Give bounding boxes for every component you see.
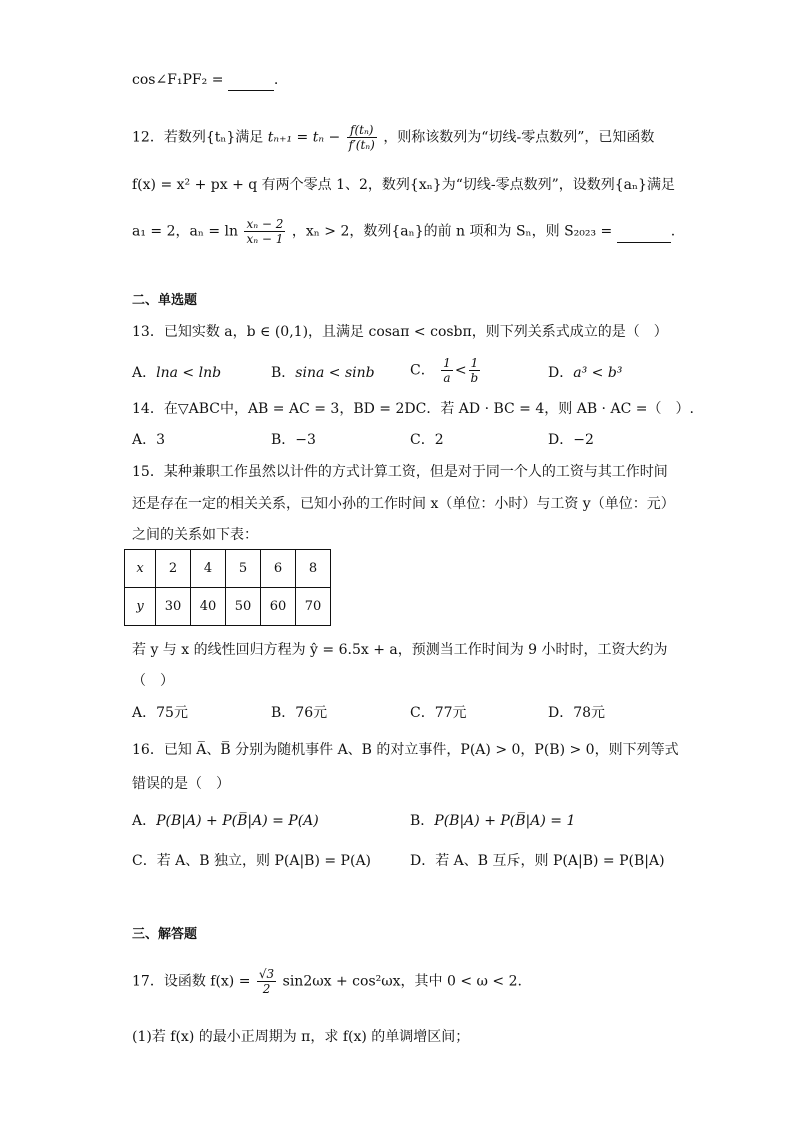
q17-part1: (1)若 f(x) 的最小正周期为 π，求 f(x) 的单调增区间；	[132, 1029, 470, 1045]
option-text: 3	[156, 432, 166, 448]
option-fraction-1	[441, 356, 453, 385]
frac-numerator: 1	[469, 356, 481, 371]
q15-line4: 若 y 与 x 的线性回归方程为 ŷ = 6.5x + a，预测当工作时间为 9 小时时，工资大约为	[132, 642, 668, 658]
frac-denominator: b	[470, 371, 479, 385]
q15-line5: （ ）	[132, 673, 174, 689]
table-cell: 6	[261, 550, 296, 588]
table-row	[125, 550, 331, 588]
q16-option-a	[132, 811, 319, 831]
q14-option-a	[132, 430, 165, 450]
q12-line3-a: a₁ = 2，aₙ = ln	[132, 223, 239, 240]
answer-blank	[228, 70, 274, 91]
table-cell: 40	[191, 588, 226, 626]
option-label: A．	[132, 432, 157, 448]
q12-line1	[132, 123, 654, 152]
option-text: −2	[573, 432, 594, 448]
option-text: 若 A、B 互斥，则 P(A|B) = P(B|A)	[435, 853, 665, 869]
q16-line1: 16．已知 A̅、B̅ 分别为随机事件 A、B 的对立事件，P(A) > 0，P(B) > 0，则下列等式	[132, 742, 679, 758]
q17-post: sin2ωx + cos²ωx，其中 0 < ω < 2.	[282, 973, 522, 990]
q12-line1-pre: 12．若数列{tₙ}满足	[132, 129, 264, 146]
q12-line1-post: ，则称该数列为“切线-零点数列”，已知函数	[383, 129, 655, 146]
q14-option-d	[548, 430, 594, 450]
option-text: P(B|A) + P(B̅|A) = 1	[434, 813, 576, 829]
table-cell: 4	[191, 550, 226, 588]
option-label: B．	[271, 432, 296, 448]
option-label: D．	[410, 853, 436, 869]
option-label: A．	[132, 365, 157, 381]
option-text: 76元	[295, 705, 328, 721]
frac-numerator: f(tₙ)	[347, 123, 377, 138]
q12-line3-fraction	[244, 217, 285, 246]
frac-denominator: a	[443, 371, 451, 385]
frac-denominator: f′(tₙ)	[348, 138, 375, 152]
option-text: a³ < b³	[573, 365, 623, 381]
q15-option-a	[132, 703, 188, 723]
table-row	[125, 588, 331, 626]
option-label: C．	[410, 432, 435, 448]
option-label: B．	[271, 365, 296, 381]
table-cell: 60	[261, 588, 296, 626]
option-label: C．	[132, 853, 157, 869]
q14-option-b	[271, 430, 316, 450]
option-text: 77元	[434, 705, 467, 721]
q17-fraction	[257, 967, 276, 996]
option-text: −3	[295, 432, 316, 448]
option-label: B．	[410, 813, 435, 829]
table-cell: 8	[296, 550, 331, 588]
section-heading-answer: 三、解答题	[132, 927, 198, 942]
q13-option-a	[132, 363, 221, 383]
q15-line2: 还是存在一定的相关关系，已知小孙的工作时间 x（单位：小时）与工资 y（单位：元）	[132, 496, 675, 512]
answer-blank	[617, 222, 671, 243]
q17-pre: 17．设函数 f(x) =	[132, 973, 251, 990]
q11-tail-text: cos∠F₁PF₂ =	[132, 72, 224, 88]
option-label: C．	[410, 705, 435, 721]
q13-option-d	[548, 363, 622, 383]
q16-line2: 错误的是（ ）	[132, 776, 230, 792]
section-heading-single-choice: 二、单选题	[132, 293, 198, 308]
q12-line1-fraction	[347, 123, 377, 152]
q14-option-c	[410, 430, 444, 450]
frac-numerator: xₙ − 2	[246, 217, 284, 231]
option-text: lna < lnb	[156, 365, 222, 381]
option-text: 2	[434, 432, 444, 448]
option-text: 78元	[573, 705, 606, 721]
q15-line1: 15．某种兼职工作虽然以计件的方式计算工资，但是对于同一个人的工资与其工作时间	[132, 464, 668, 480]
option-label: D．	[548, 432, 574, 448]
table-cell: 2	[156, 550, 191, 588]
option-fraction-2	[469, 356, 481, 385]
q14-stem: 14．在▽ABC中，AB = AC = 3，BD = 2DC．若 AD · BC = 4，则 AB · AC =（ ）.	[132, 401, 694, 417]
option-label: D．	[548, 705, 574, 721]
q12-line3	[132, 217, 675, 246]
option-text: sina < sinb	[295, 365, 375, 381]
table-cell: 70	[296, 588, 331, 626]
q13-stem: 13．已知实数 a，b ∈ (0,1)，且满足 cosaπ < cosbπ，则下列关系式成立的是（ ）	[132, 324, 668, 340]
option-label: A．	[132, 813, 157, 829]
q11-tail	[132, 70, 278, 91]
table-header-cell: x	[125, 550, 156, 588]
option-label: A．	[132, 705, 157, 721]
q17-stem	[132, 967, 522, 996]
option-operator: <	[454, 362, 467, 379]
q16-option-c	[132, 851, 371, 871]
option-label: C．	[410, 362, 435, 379]
q15-data-table	[124, 549, 331, 626]
frac-denominator: 2	[262, 982, 271, 996]
frac-numerator: 1	[443, 356, 451, 370]
q12-line1-formula: tₙ₊₁ = tₙ −	[267, 129, 341, 146]
frac-denominator: xₙ − 1	[246, 232, 284, 246]
q12-line3-end: .	[670, 223, 676, 240]
q16-option-b	[410, 811, 575, 831]
q12-line2: f(x) = x² + px + q 有两个零点 1、2，数列{xₙ}为“切线-零点数列”，设数列{aₙ}满足	[132, 177, 675, 193]
q11-tail-end: .	[273, 72, 279, 88]
table-cell: 30	[156, 588, 191, 626]
q13-option-c	[410, 356, 482, 385]
option-text: 75元	[156, 705, 188, 721]
q15-line3: 之间的关系如下表：	[132, 527, 258, 543]
q12-line3-b: ，xₙ > 2，数列{aₙ}的前 n 项和为 Sₙ，则 S₂₀₂₃ =	[291, 223, 613, 240]
q15-option-d	[548, 703, 605, 723]
frac-numerator: √3	[258, 967, 275, 981]
q13-option-b	[271, 363, 375, 383]
table-cell: 5	[226, 550, 261, 588]
q15-option-c	[410, 703, 467, 723]
option-label: B．	[271, 705, 296, 721]
table-header-cell: y	[125, 588, 156, 626]
option-text: P(B|A) + P(B̅|A) = P(A)	[156, 813, 319, 829]
q15-option-b	[271, 703, 327, 723]
q16-option-d	[410, 851, 665, 871]
option-label: D．	[548, 365, 574, 381]
table-cell: 50	[226, 588, 261, 626]
option-text: 若 A、B 独立，则 P(A|B) = P(A)	[156, 853, 372, 869]
